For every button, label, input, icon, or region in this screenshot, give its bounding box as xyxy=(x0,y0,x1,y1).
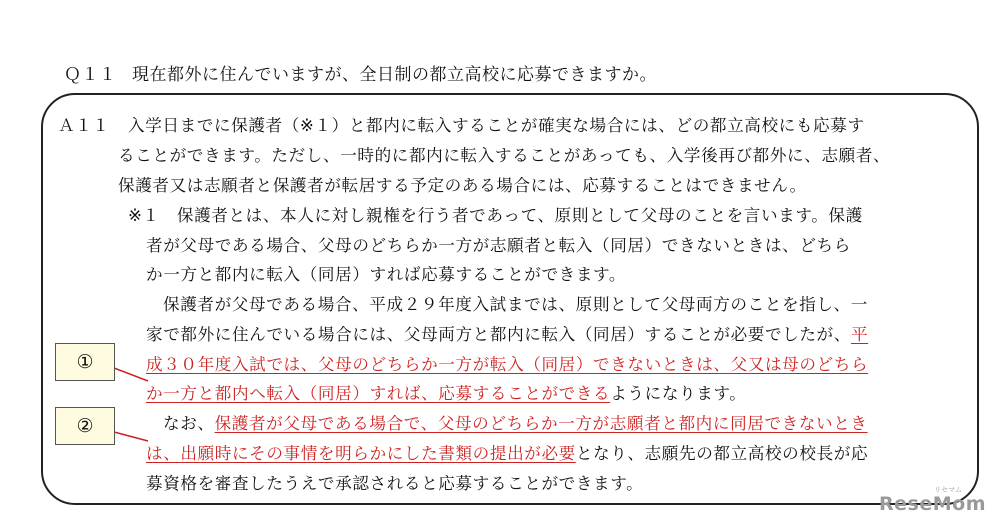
question-text: 現在都外に住んでいますが、全日制の都立高校に応募できますか。 xyxy=(132,65,657,85)
callout-2: ② xyxy=(55,407,115,445)
highlight-1-line-2: 成３０年度入試では、父母のどちらか一方が転入（同居）できないときは、父又は母のどちら xyxy=(146,355,869,374)
answer-text-10-plain: ようになります。 xyxy=(610,384,747,403)
watermark-brand: ReseMom xyxy=(879,493,986,515)
answer-line-6: か一方と都内に転入（同居）すれば応募することができます。 xyxy=(146,265,627,284)
answer-line-5: 者が父母である場合、父母のどちらか一方が志願者と転入（同居）できないときは、どちら xyxy=(146,236,851,255)
callout-1: ① xyxy=(55,343,115,381)
answer-line-7: 保護者が父母である場合、平成２９年度入試までは、原則として父母両方のことを指し、一 xyxy=(163,295,868,314)
highlight-1-start: 平 xyxy=(850,325,869,344)
highlight-2-line-2: は、出願時にその事情を明らかにした書類の提出が必要 xyxy=(146,444,576,463)
callout-2-connector xyxy=(114,432,148,441)
answer-line-2: ることができます。ただし、一時的に都内に転入することがあっても、入学後再び都外に、志願者、 xyxy=(118,146,891,165)
watermark-kana: リセマム xyxy=(934,486,962,494)
question-label: Ｑ１１ xyxy=(64,65,117,85)
answer-text-8-plain: 家で都外に住んでいる場合には、父母両方と都内に転入（同居）することが必要でしたが、 xyxy=(146,325,851,344)
answer-line-13: 募資格を審査したうえで承認されると応募することができます。 xyxy=(146,474,644,493)
answer-label: Ａ１１ xyxy=(58,116,110,135)
callout-1-connector xyxy=(114,368,148,381)
highlight-1-line-3: か一方と都内へ転入（同居）すれば、応募することができる xyxy=(146,384,611,403)
answer-line-3: 保護者又は志願者と保護者が転居する予定のある場合には、応募することはできません。 xyxy=(118,176,807,195)
answer-text-11-plain: なお、 xyxy=(163,414,215,433)
resemom-watermark-logo xyxy=(879,486,986,515)
highlight-2-start: 保護者が父母である場合で、父母のどちらか一方が志願者と都内に同居できないとき xyxy=(214,414,868,433)
answer-text-1: 入学日までに保護者（※１）と都内に転入することが確実な場合には、どの都立高校にも応募す xyxy=(128,116,865,135)
answer-text-12-plain: となり、志願先の都立高校の校長が応 xyxy=(575,444,869,463)
answer-line-4: ※１ 保護者とは、本人に対し親権を行う者であって、原則として父母のことを言います。保護 xyxy=(128,206,863,225)
